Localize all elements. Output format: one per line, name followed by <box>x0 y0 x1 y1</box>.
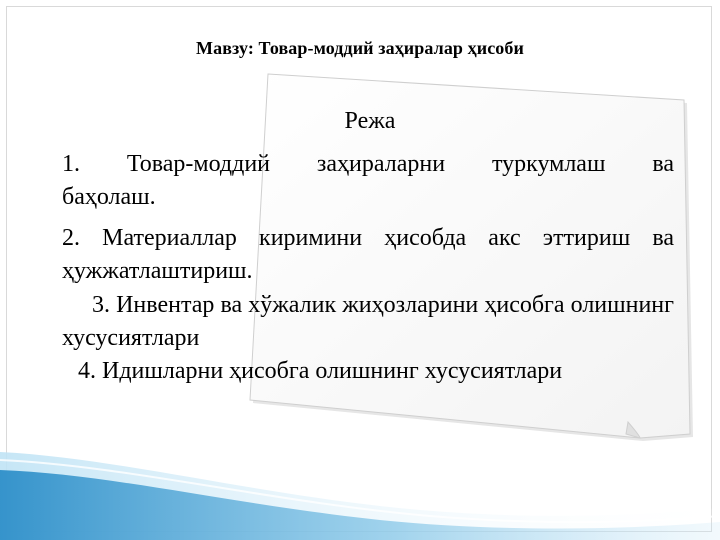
wave-decoration <box>0 400 720 540</box>
plan-item-4: 4. Идишларни ҳисобга олишнинг хусусиятлари <box>78 358 563 384</box>
plan-heading: Режа <box>344 108 396 134</box>
slide-title: Мавзу: Товар-моддий заҳиралар ҳисоби <box>196 38 524 58</box>
plan-item-2: 2. Материаллар киримини ҳисобда акс эттириш ва ҳужжатлаштириш. <box>62 225 674 284</box>
plan-item-1: 1. Товар-моддий заҳираларни туркумлаш ва баҳолаш. <box>62 151 674 210</box>
plan-item-3: 3. Инвентар ва хўжалик жиҳозларини ҳисобга олишнинг хусусиятлари <box>62 292 674 351</box>
